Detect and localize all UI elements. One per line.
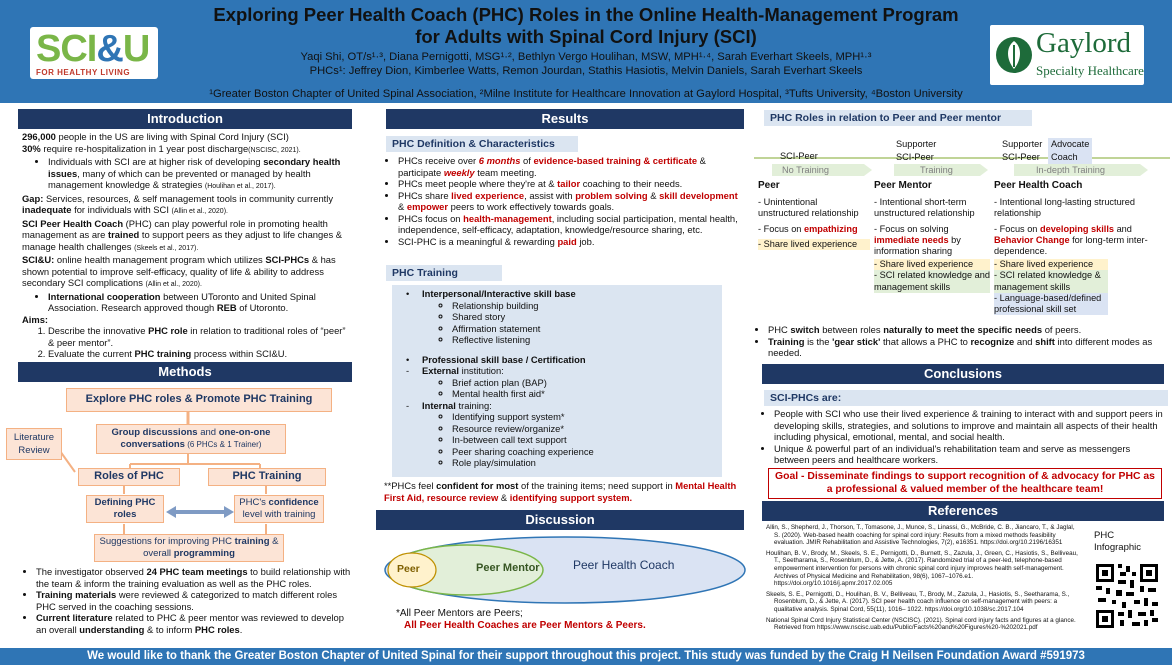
results-heading: Results bbox=[386, 109, 744, 129]
flow-literature-box: Literature Review bbox=[6, 428, 62, 460]
author-list: Yaqi Shi, OT/s¹·³, Diana Pernigotti, MSG¹·², Bethlyn Vergo Houlihan, MSW, MPH¹·⁴, Sarah Everhart Skeels, MPH¹·³ PHCs¹: Jeffrey Dion, Kimberlee Watts, Remon Jourdan, Stathis Hasiotis, Melvin Daniels, Sarah Everhart Skeels bbox=[300, 51, 872, 77]
training-item: ◦ Mental health first aid* bbox=[452, 388, 722, 400]
conclusions-subheading: SCI-PHCs are: bbox=[764, 390, 1168, 406]
training-subheading: PHC Training bbox=[386, 265, 502, 281]
flow-suggestions-box: Suggestions for improving PHC training & overall programming bbox=[94, 534, 284, 562]
tag-sci-peer-1: SCI-Peer bbox=[780, 151, 818, 161]
training-item: ◦ Relationship building bbox=[452, 300, 722, 312]
training-item: ◦ Shared story bbox=[452, 311, 722, 323]
flow-discussion-box: Group discussions and one-on-one conversations (6 PHCs & 1 Trainer) bbox=[96, 424, 286, 454]
references-list bbox=[766, 524, 1082, 635]
introduction-heading: Introduction bbox=[18, 109, 352, 129]
discussion-note-2: All Peer Health Coaches are Peer Mentors & Peers. bbox=[404, 620, 646, 631]
sciu-logo: SCI&U FOR HEALTHY LIVING bbox=[30, 27, 158, 79]
reference-item: Allin, S., Shepherd, J., Thorson, T., Tomasone, J., Munce, S., Linassi, G., McBride, C. B., Jiancaro, T., & Jaglal, S. (2020). Web-based health coaching for spinal cord injury: Results from a mixed methods feasibility evaluation. JMIR Rehabilitation and Assistive Technologies, 7(2), e16351. https://doi.org/10.2196/16351 bbox=[766, 524, 1075, 547]
training-item: ◦ Affirmation statement bbox=[452, 323, 722, 335]
training-note: **PHCs feel confident for most of the training items; need support in Mental Health First Aid, resource review & identifying support system. bbox=[384, 480, 737, 503]
venn-rings bbox=[380, 536, 748, 606]
flow-confidence-box: PHC's confidence level with training bbox=[234, 495, 324, 523]
conclusions-body: • People with SCI who use their lived experience & training to interact with and support peers in developing skills, strategies, and solutions to improve and maintain all aspects of their health including physical, emotional, mental, and social health. • Unique & powerful part of an individual's rehabilitation team and serve as messengers between peers and healthcare workers. bbox=[760, 408, 1166, 466]
discussion-heading: Discussion bbox=[376, 510, 744, 530]
discussion-note-1: *All Peer Mentors are Peers; bbox=[396, 608, 523, 619]
role-peer-column: Peer - Unintentional unstructured relationship - Focus on empathizing - Share lived experience bbox=[758, 180, 870, 250]
training-item: ◦ Resource review/organize* bbox=[452, 423, 722, 435]
tag-group-3b: Advocate Coach bbox=[1048, 138, 1092, 164]
flow-roles-box: Roles of PHC bbox=[78, 468, 180, 486]
roles-progression bbox=[754, 134, 1172, 184]
training-item: ◦ Reflective listening bbox=[452, 334, 722, 346]
gaylord-logo: Gaylord Specialty Healthcare bbox=[990, 25, 1144, 85]
methods-heading: Methods bbox=[18, 362, 352, 382]
definition-body: • PHCs receive over 6 months of evidence-based training & certificate & participate weekly team meeting. • PHCs meet people where they're at & tailor coaching to their needs. • PHCs share lived experience, assist with problem solving & skill development & empower peers to work effectively towards goals. • PHCs focus on health-management, including social participation, mental health, independence, self-efficacy, adaptation, knowledge/resource sharing, etc. • SCI-PHC is a meaningful & rewarding paid job. bbox=[384, 155, 742, 247]
flow-explore-box: Explore PHC roles & Promote PHC Training bbox=[66, 388, 332, 412]
ring-peer-health-coach: Peer Health Coach bbox=[573, 558, 675, 572]
references-heading: References bbox=[762, 501, 1164, 521]
training-item: ◦ Role play/simulation bbox=[452, 457, 722, 469]
ring-peer: Peer bbox=[397, 563, 420, 575]
reference-item: Skeels, S. E., Pernigotti, D., Houlihan, B. V., Belliveau, T., Brody, M., Zazula, J., Hasiotis, S., Seetharama, S., Rosenblum, D., & Jette, A. (2017). SCI peer health coach influence on self-management with peers: a qualitative analysis. Spinal Cord, 55(11), 1016– 1022. https://doi.org/10.1038/sc.2017.104 bbox=[766, 590, 1070, 613]
methods-body: • The investigator observed 24 PHC team meetings to build relationship with the team & inform the training evaluation as well as the PHC roles. • Training materials were reviewed & categorized to match different roles PHC served in the coaching sessions. • Current literature related to PHC & peer mentor was reviewed to develop an overall understanding & to inform PHC roles. bbox=[22, 566, 356, 635]
arrow-in-depth-training: In-depth Training bbox=[1036, 165, 1105, 175]
role-mentor-column: Peer Mentor - Intentional short-term unstructured relationship - Focus on solving immediate needs by information sharing - Share lived experience - SCI related knowledge and management skills bbox=[874, 180, 990, 292]
ring-peer-mentor: Peer Mentor bbox=[476, 562, 540, 574]
qr-code-icon[interactable] bbox=[1094, 562, 1160, 630]
roles-subheading: PHC Roles in relation to Peer and Peer mentor bbox=[764, 110, 1032, 126]
introduction-body: 296,000 people in the US are living with Spinal Cord Injury (SCI) 30% require re-hospitalization in 1 year post discharge(NSCISC, 2021). • Individuals with SCI are at higher risk of developing secondary health issues, many of which can be prevented or managed by health management knowledge & strategies (Houlihan et al., 2017). Gap: Services, resources, & self management tools in community currently inadequate for individuals with SCI (Allin et al., 2020). SCI Peer Health Coach (PHC) can play powerful role in promoting health management as are trained to support peers as they adjust to life changes & manage health challenges (Skeels et al., 2017). SCI&U: online health management program which utilizes SCI-PHCs & has shown potential to improve self-efficacy, quality of life & ability to address secondary SCI complications (Allin et al., 2020). • International cooperation between UToronto and United Spinal Association. Research approved though REB of Utoronto. Aims: 1. Describe the innovative PHC role in relation to traditional roles of “peer” & peer mentor”. 2. Evaluate the current PHC training process within SCI&U. bbox=[22, 131, 352, 360]
role-coach-column: Peer Health Coach - Intentional long-lasting structured relationship - Focus on developing skills and Behavior Change for long-term inter-dependence. - Share lived experience - SCI related knowledge & management skills - Language-based/defined professional skill set bbox=[994, 180, 1148, 315]
training-box: • Interpersonal/Interactive skill base ◦ Relationship building ◦ Shared story ◦ Affirmation statement ◦ Reflective listening • Professional skill base / Certification - External institution: ◦ Brief action plan (BAP) ◦ Mental health first aid* - Internal training: ◦ Identifying support system* ◦ Resource review/organize* ◦ In-between call text support ◦ Peer sharing coaching experience ◦ Role play/simulation bbox=[392, 285, 722, 477]
training-item: ◦ Peer sharing coaching experience bbox=[452, 446, 722, 458]
poster-footer: We would like to thank the Greater Boston Chapter of United Spinal for their support throughout this project. This study was funded by the Craig H Neilsen Foundation Award #591973 bbox=[0, 648, 1172, 665]
reference-item: Houlihan, B. V., Brody, M., Skeels, S. E., Pernigotti, D., Burnett, S., Zazula, J., Green, C., Hasiotis, S., Belliveau, T., Seetharama, S., Rosenblum, D., & Jette, A. (2017). Randomized trial of a peer-led, telephone-based empowerment intervention for persons with chronic spinal cord injury improves health self-management. Archives of Physical Medicine and Rehabilitation, 98(6), 1067–1076.e1. https://doi.org/10.1016/j.apmr.2017.02.005 bbox=[766, 549, 1078, 588]
methods-flowchart bbox=[0, 384, 360, 564]
arrow-no-training: No Training bbox=[782, 165, 829, 175]
poster-title: Exploring Peer Health Coach (PHC) Roles in the Online Health-Management Program for Adults with Spinal Cord Injury (SCI) bbox=[213, 4, 959, 47]
affiliations: ¹Greater Boston Chapter of United Spinal Association, ²Milne Institute for Healthcare Innovation at Gaylord Hospital, ³Tufts University, ⁴Boston University bbox=[209, 88, 963, 100]
roles-summary: • PHC switch between roles naturally to meet the specific needs of peers. • Training is the 'gear stick' that allows a PHC to recognize and shift into different modes as needed. bbox=[754, 324, 1166, 359]
definition-subheading: PHC Definition & Characteristics bbox=[386, 136, 578, 152]
qr-label: PHC Infographic bbox=[1094, 530, 1142, 553]
tag-group-2: Supporter SCI-Peer bbox=[896, 139, 937, 162]
goal-box: Goal - Disseminate findings to support recognition of & advocacy for PHC as a professional & valued member of the healthcare team! bbox=[768, 468, 1162, 499]
reference-item: National Spinal Cord Injury Statistical Center (NSCISC). (2021). Spinal cord injury facts and figures at a glance. Retrieved from https://www.nscisc.uab.edu/Public/Facts%20and%20Figures%20-%202021.pdf bbox=[766, 616, 1076, 632]
flow-training-box: PHC Training bbox=[208, 468, 326, 486]
arrow-training: Training bbox=[920, 165, 953, 175]
training-item: ◦ Brief action plan (BAP) bbox=[452, 377, 722, 389]
training-item: ◦ In-between call text support bbox=[452, 434, 722, 446]
roles-venn-diagram bbox=[380, 536, 748, 606]
conclusions-heading: Conclusions bbox=[762, 364, 1164, 384]
gaylord-emblem-icon bbox=[994, 29, 1034, 81]
tag-group-3a: Supporter SCI-Peer bbox=[1002, 139, 1043, 162]
training-item: ◦ Identifying support system* bbox=[452, 411, 722, 423]
flow-defining-box: Defining PHC roles bbox=[86, 495, 164, 523]
